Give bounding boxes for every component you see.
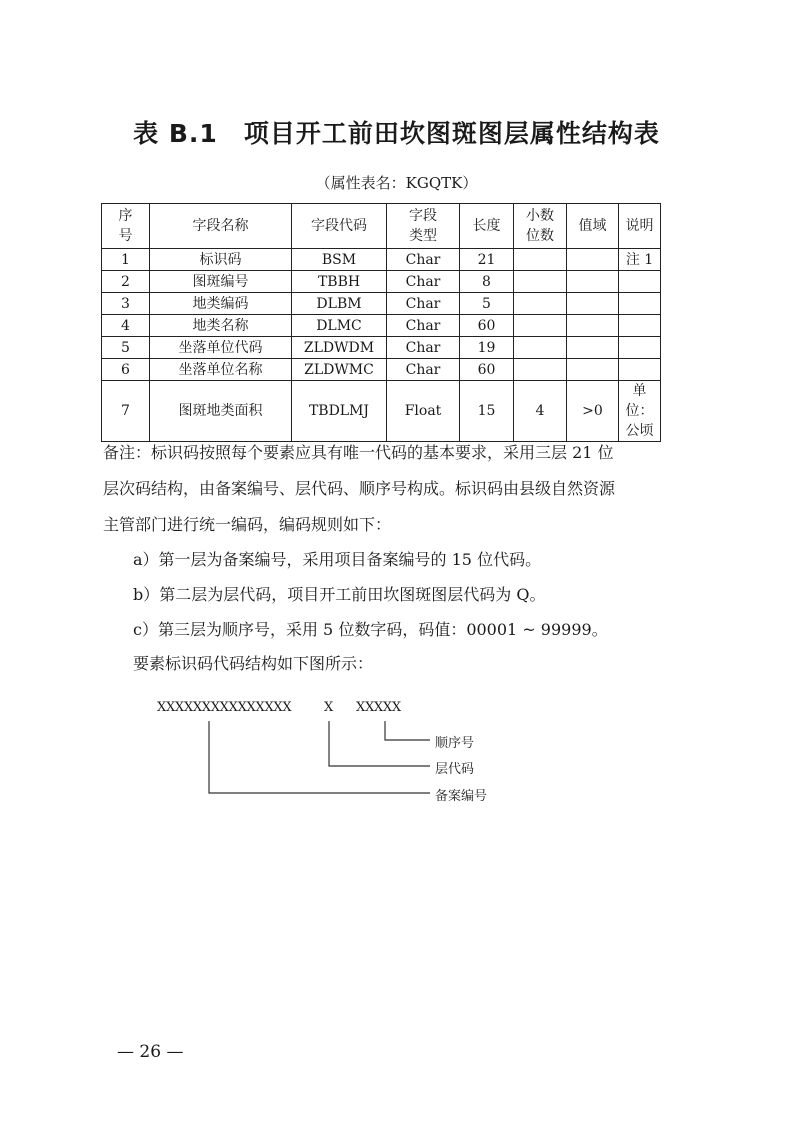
note-line: 层次码结构，由备案编号、层代码、顺序号构成。标识码由县级自然资源 xyxy=(103,479,616,498)
page-number: — 26 — xyxy=(117,1042,184,1062)
table-cell: BSM xyxy=(292,249,387,271)
table-cell: Char xyxy=(387,249,460,271)
diagram-intro: 要素标识码代码结构如下图所示： xyxy=(133,654,374,673)
note-line: 备注：标识码按照每个要素应具有唯一代码的基本要求，采用三层 21 位 xyxy=(103,443,614,462)
table-subtitle: （属性表名：KGQTK） xyxy=(315,174,478,192)
table-cell: TBBH xyxy=(292,271,387,293)
table-cell: 5 xyxy=(460,293,514,315)
header-cell: 序 号 xyxy=(102,204,150,249)
rule-item-c: c）第三层为顺序号，采用 5 位数字码，码值：00001 ~ 99999。 xyxy=(133,620,608,639)
table-cell: 地类编码 xyxy=(150,293,292,315)
note-line: 主管部门进行统一编码，编码规则如下： xyxy=(103,515,392,534)
table-cell: 15 xyxy=(460,381,514,442)
table-cell: 60 xyxy=(460,359,514,381)
connector-sequence xyxy=(385,721,430,740)
table-cell: 图斑地类面积 xyxy=(150,381,292,442)
table-cell: ZLDWMC xyxy=(292,359,387,381)
table-cell: 1 xyxy=(102,249,150,271)
header-cell: 字段 类型 xyxy=(387,204,460,249)
diagram-sequence-code: XXXXX xyxy=(356,700,401,715)
table-cell: 60 xyxy=(460,315,514,337)
table-cell: 图斑编号 xyxy=(150,271,292,293)
rule-item-a: a）第一层为备案编号，采用项目备案编号的 15 位代码。 xyxy=(133,550,542,569)
table-cell: Char xyxy=(387,337,460,359)
table-cell: 标识码 xyxy=(150,249,292,271)
rule-item-b: b）第二层为层代码，项目开工前田坎图斑图层代码为 Q。 xyxy=(133,585,546,604)
table-cell: ZLDWDM xyxy=(292,337,387,359)
table-cell: Char xyxy=(387,293,460,315)
table-cell: Char xyxy=(387,271,460,293)
header-cell: 字段名称 xyxy=(150,204,292,249)
cell-line: 公顷 xyxy=(625,423,654,439)
connector-filing xyxy=(209,721,430,793)
table-cell: 8 xyxy=(460,271,514,293)
diagram-layer-code: X xyxy=(324,700,334,715)
table-cell: 坐落单位代码 xyxy=(150,337,292,359)
table-cell: 7 xyxy=(102,381,150,442)
header-cell: 说明 xyxy=(619,204,661,249)
table-cell: DLBM xyxy=(292,293,387,315)
table-cell: Char xyxy=(387,315,460,337)
table-cell: 21 xyxy=(460,249,514,271)
table-cell: TBDLMJ xyxy=(292,381,387,442)
header-cell: 长度 xyxy=(460,204,514,249)
table-cell: 坐落单位名称 xyxy=(150,359,292,381)
table-title: 表 B.1 项目开工前田坎图斑图层属性结构表 xyxy=(133,119,660,148)
table-cell: 注 1 xyxy=(619,249,661,271)
table-cell: Float xyxy=(387,381,460,442)
diagram-filing-code: XXXXXXXXXXXXXXX xyxy=(157,700,292,715)
label-filing: 备案编号 xyxy=(435,789,488,804)
table-cell: >0 xyxy=(567,381,619,442)
header-cell: 小数 位数 xyxy=(514,204,567,249)
header-cell: 值域 xyxy=(567,204,619,249)
table-cell: 4 xyxy=(102,315,150,337)
table-cell: 2 xyxy=(102,271,150,293)
label-sequence: 顺序号 xyxy=(435,736,475,751)
table-cell: Char xyxy=(387,359,460,381)
table-cell: DLMC xyxy=(292,315,387,337)
table-cell: 4 xyxy=(514,381,567,442)
table-cell: 地类名称 xyxy=(150,315,292,337)
connector-layer xyxy=(329,721,430,766)
table-cell: 6 xyxy=(102,359,150,381)
table-cell: 3 xyxy=(102,293,150,315)
table-cell: 5 xyxy=(102,337,150,359)
cell-line: 单位： xyxy=(625,383,654,419)
table-cell: 19 xyxy=(460,337,514,359)
header-cell: 字段代码 xyxy=(292,204,387,249)
label-layer: 层代码 xyxy=(435,762,475,777)
